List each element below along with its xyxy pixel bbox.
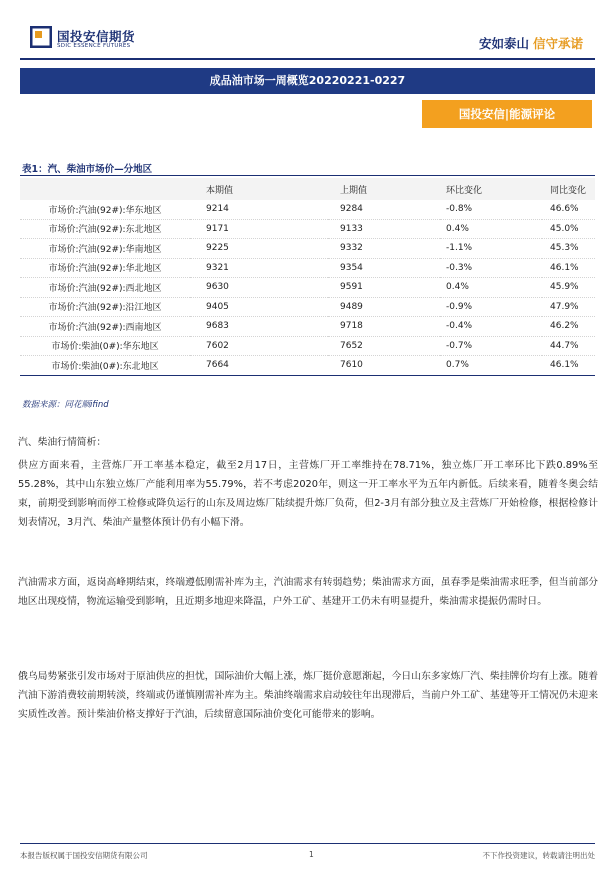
table-row <box>20 200 595 219</box>
table-cell: 0.4% <box>440 278 542 298</box>
table-cell: 9683 <box>190 317 328 337</box>
slogan-part-2: 信守承诺 <box>532 36 583 51</box>
table-row <box>20 258 595 278</box>
price-table <box>20 178 595 376</box>
table-row <box>20 336 595 356</box>
paragraph-outlook: 俄乌局势紧张引发市场对于原油供应的担忧，国际油价大幅上涨，炼厂挺价意愿渐起，今日山东多家炼厂汽、柴挂牌价均有上涨。随着汽油下游消费较前期转淡，终端或仍谨慎刚需补库为主。柴油终端需求启动较往年出现滞后，当前户外工矿、基建等开工情况仍未迎来实质性改善。预计柴油价格支撑好于汽油，后续留意国际油价变化可能带来的影响。 <box>18 671 598 720</box>
table-cell: 45.9% <box>542 278 595 298</box>
table-cell: 市场价:汽油(92#):西北地区 <box>20 278 190 298</box>
logo-text-en: SDIC ESSENCE FUTURES <box>57 43 131 49</box>
column-header <box>20 178 190 200</box>
table-cell: -0.8% <box>440 200 542 219</box>
table-cell: 7664 <box>190 356 328 376</box>
table-cell: -0.3% <box>440 258 542 278</box>
table-cell: 市场价:柴油(0#):东北地区 <box>20 356 190 376</box>
table-cell: 44.7% <box>542 336 595 356</box>
table-cell: 市场价:汽油(92#):华南地区 <box>20 239 190 259</box>
logo-text-cn: 国投安信期货 <box>57 29 136 44</box>
table-top-rule <box>20 175 595 176</box>
table-cell: 市场价:汽油(92#):西南地区 <box>20 317 190 337</box>
table-row <box>20 278 595 298</box>
table-cell: 45.0% <box>542 219 595 239</box>
table-cell: 9133 <box>328 219 440 239</box>
table-cell: -0.7% <box>440 336 542 356</box>
table-cell: 市场价:汽油(92#):沿江地区 <box>20 297 190 317</box>
table-row <box>20 297 595 317</box>
column-header: 上期值 <box>328 178 440 200</box>
table-header-row <box>20 178 595 200</box>
table-cell: 9332 <box>328 239 440 259</box>
table-cell: 9489 <box>328 297 440 317</box>
column-header: 同比变化 <box>542 178 595 200</box>
table-cell: 9321 <box>190 258 328 278</box>
table-row <box>20 317 595 337</box>
column-header: 环比变化 <box>440 178 542 200</box>
header-divider <box>20 58 595 60</box>
table-cell: 9214 <box>190 200 328 219</box>
footer-copyright: 本报告版权属于国投安信期货有限公司 <box>20 851 148 860</box>
table-cell: 市场价:汽油(92#):东北地区 <box>20 219 190 239</box>
table-source: 数据来源：同花顺ifind <box>22 400 109 410</box>
table-cell: 9284 <box>328 200 440 219</box>
analysis-heading: 汽、柴油行情简析： <box>18 437 107 448</box>
table-cell: 9225 <box>190 239 328 259</box>
section-tag: 国投安信|能源评论 <box>422 100 592 128</box>
table-row <box>20 239 595 259</box>
table-cell: 47.9% <box>542 297 595 317</box>
table-cell: 9718 <box>328 317 440 337</box>
table-cell: 市场价:柴油(0#):华东地区 <box>20 336 190 356</box>
report-title: 成品油市场一周概览20220221-0227 <box>20 68 595 94</box>
table-cell: 46.1% <box>542 356 595 376</box>
column-header: 本期值 <box>190 178 328 200</box>
table-cell: 7610 <box>328 356 440 376</box>
table-cell: 9354 <box>328 258 440 278</box>
table-cell: 46.6% <box>542 200 595 219</box>
table-cell: 0.4% <box>440 219 542 239</box>
slogan <box>479 34 583 52</box>
table-cell: 9591 <box>328 278 440 298</box>
table-cell: 9171 <box>190 219 328 239</box>
paragraph-supply: 供应方面来看，主营炼厂开工率基本稳定，截至2月17日，主营炼厂开工率维持在78.71%，独立炼厂开工率环比下跌0.89%至55.28%，其中山东独立炼厂产能利用率为55.79%，若不考虑2020年，则这一开工率水平为五年内新低。后续来看，随着冬奥会结束，前期受到影响而停工检修或降负运行的山东及周边炼厂陆续提升炼厂负荷，但2-3月有部分独立及主营炼厂开始检修，根据检修计划表情况，3月汽、柴油产量整体预计仍有小幅下滑。 <box>18 460 598 528</box>
table-cell: 0.7% <box>440 356 542 376</box>
table-cell: 46.2% <box>542 317 595 337</box>
slogan-part-1: 安如泰山 <box>478 36 529 51</box>
table-cell: -0.4% <box>440 317 542 337</box>
table-cell: 7652 <box>328 336 440 356</box>
company-logo <box>30 24 170 54</box>
logo-mark-icon <box>30 26 52 48</box>
table-cell: 市场价:汽油(92#):华东地区 <box>20 200 190 219</box>
table-cell: -0.9% <box>440 297 542 317</box>
table-cell: -1.1% <box>440 239 542 259</box>
table-cell: 9630 <box>190 278 328 298</box>
table-cell: 46.1% <box>542 258 595 278</box>
table-cell: 9405 <box>190 297 328 317</box>
footer-disclaimer: 不下作投资建议，转载请注明出处 <box>482 851 595 860</box>
table-cell: 市场价:汽油(92#):华北地区 <box>20 258 190 278</box>
table-row <box>20 356 595 376</box>
page-number: 1 <box>309 850 314 859</box>
table-cell: 7602 <box>190 336 328 356</box>
table-title: 表1：汽、柴油市场价—分地区 <box>22 164 153 175</box>
table-row <box>20 219 595 239</box>
table-cell: 45.3% <box>542 239 595 259</box>
footer-divider <box>20 843 595 844</box>
paragraph-demand: 汽油需求方面，返岗高峰期结束，终端遵低刚需补库为主，汽油需求有转弱趋势；柴油需求方面，虽春季是柴油需求旺季，但当前部分地区出现疫情，物流运输受到影响，且近期多地迎来降温，户外工矿、基建开工仍未有明显提升，柴油需求提振仍需时日。 <box>18 577 598 607</box>
